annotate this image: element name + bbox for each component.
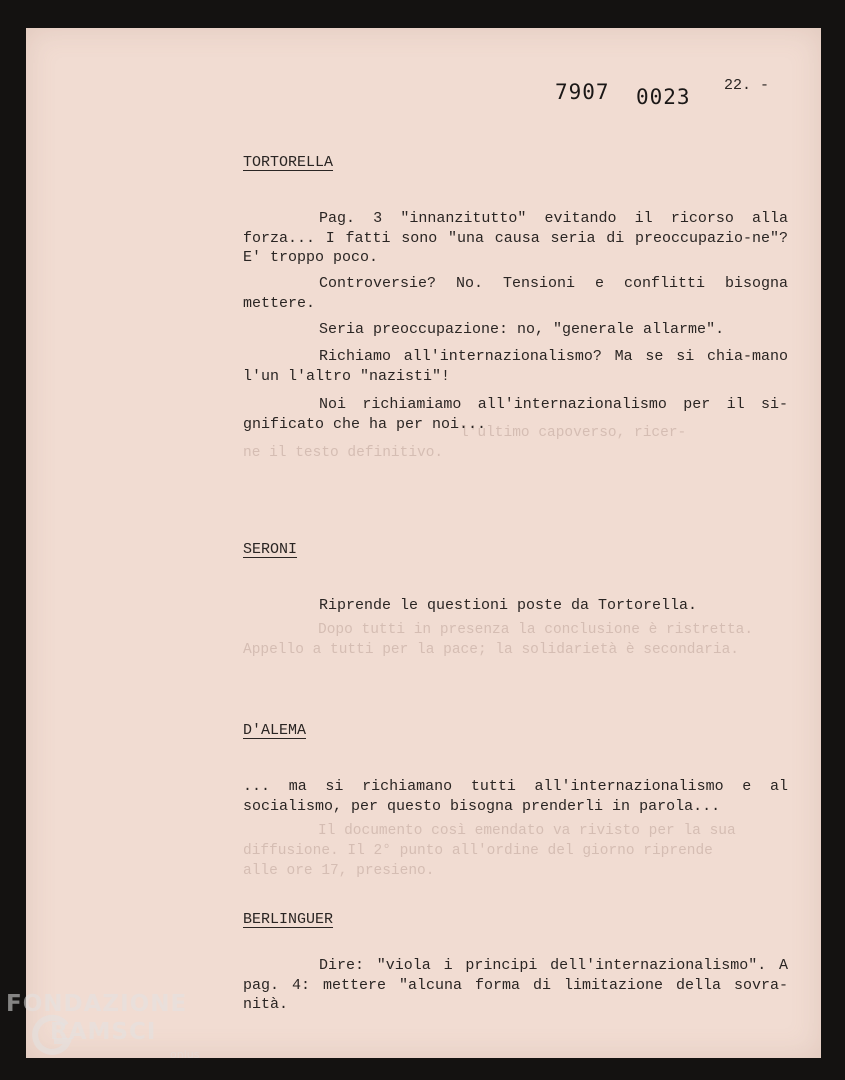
- paragraph: [243, 347, 788, 386]
- bleed-through-line: Appello a tutti per la pace; la solidarietà è secondaria.: [243, 642, 739, 658]
- speaker-heading: BERLINGUER: [243, 911, 334, 928]
- page-number: 22. -: [724, 77, 770, 94]
- watermark-title: FONDAZIONE: [6, 991, 188, 1017]
- paragraph: [243, 209, 788, 268]
- bleed-through-line: ne il testo definitivo.: [243, 445, 444, 461]
- speaker-heading: SERONI: [243, 541, 298, 558]
- bleed-through-line: alle ore 17, presieno.: [243, 863, 435, 879]
- watermark-onlus: onlus: [170, 1048, 200, 1061]
- document-page: [26, 28, 821, 1058]
- watermark-subtitle: RAMSCI: [50, 1019, 157, 1045]
- paragraph-text: Riprende le questioni poste da Tortorella.: [319, 597, 698, 614]
- bleed-through-line: diffusione. Il 2° punto all'ordine del giorno riprende: [243, 843, 713, 859]
- fondazione-gramsci-watermark: [0, 985, 215, 1080]
- paragraph-text: ... ma si richiamano tutti all'internazionalismo e al socialismo, per questo bisogna prenderli in parola...: [243, 778, 788, 815]
- paragraph: [243, 395, 788, 434]
- paragraph: [243, 274, 788, 313]
- bleed-through-line: l'ultimo capoverso, ricer-: [460, 425, 687, 441]
- paragraph: [243, 320, 788, 340]
- paragraph-text: Controversie? No. Tensioni e conflitti bisogna mettere.: [243, 275, 788, 312]
- paragraph-text: Noi richiamiamo all'internazionalismo per il si-gnificato che ha per noi...: [243, 396, 788, 433]
- speaker-heading: D'ALEMA: [243, 722, 307, 739]
- paragraph-text: Seria preoccupazione: no, "generale allarme".: [319, 321, 725, 338]
- paragraph-text: Dire: "viola i principi dell'internazionalismo". A pag. 4: mettere "alcuna forma di limitazione della sovra-nità.: [243, 957, 788, 1013]
- paragraph-text: Richiamo all'internazionalismo? Ma se si chia-mano l'un l'altro "nazisti"!: [243, 348, 788, 385]
- bleed-through-line: Dopo tutti in presenza la conclusione è ristretta.: [318, 622, 754, 638]
- speaker-heading: TORTORELLA: [243, 154, 334, 171]
- paragraph: [243, 956, 788, 1015]
- paragraph-text: Pag. 3 "innanzitutto" evitando il ricorso alla forza... I fatti sono "una causa seria di preoccupazio-ne"? E' troppo poco.: [243, 210, 788, 266]
- paragraph: [243, 777, 788, 816]
- archive-stamp-number: 0023: [636, 85, 691, 109]
- paragraph: [243, 596, 788, 616]
- archive-stamp-series: 7907: [555, 80, 610, 104]
- bleed-through-line: Il documento così emendato va rivisto per la sua: [318, 823, 736, 839]
